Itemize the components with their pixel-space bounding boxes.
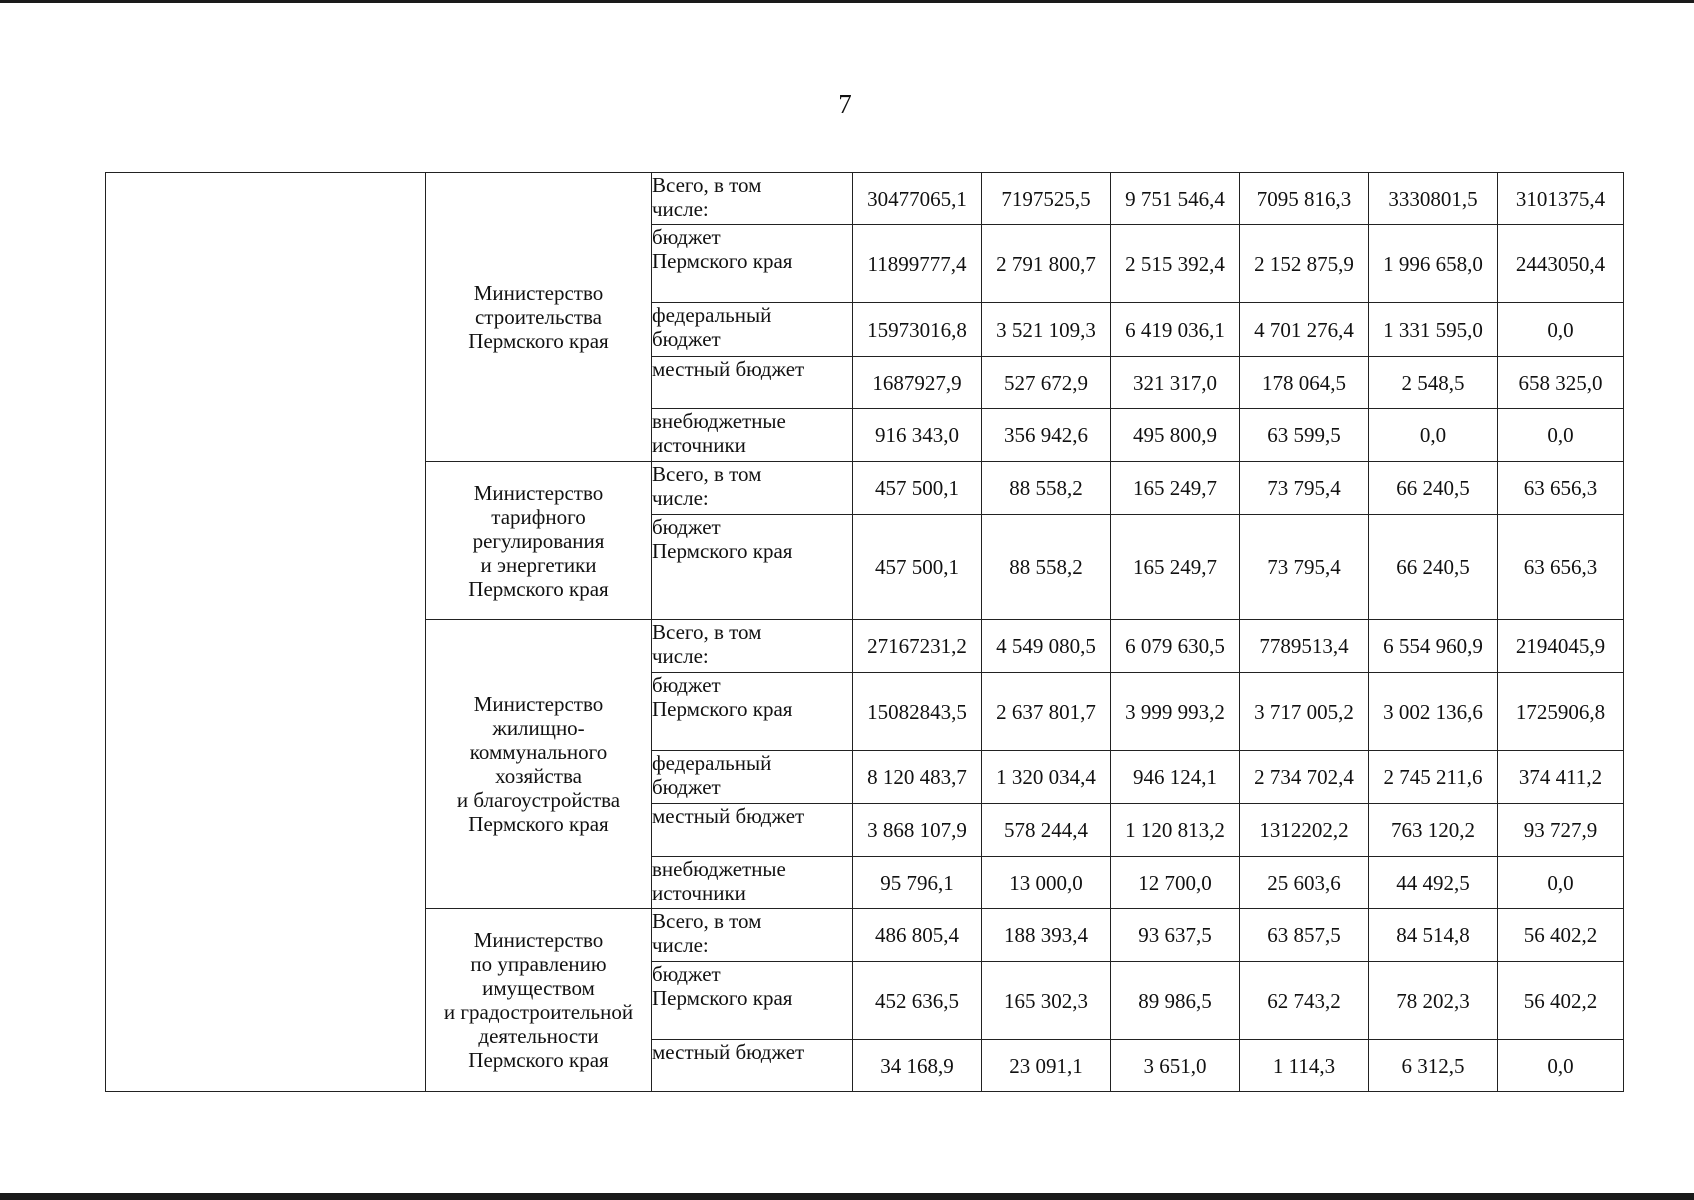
department-name-line: и энергетики: [480, 552, 597, 577]
amount-cell: 1 331 595,0: [1369, 303, 1498, 357]
amount-cell: 13 000,0: [982, 857, 1111, 909]
funding-source-line: федеральный: [652, 751, 772, 775]
scan-bottom-edge: [0, 1193, 1694, 1200]
funding-source-cell: [652, 909, 853, 962]
funding-source-line: бюджет: [652, 225, 721, 249]
amount-cell: 946 124,1: [1111, 751, 1240, 804]
funding-source-cell: [652, 515, 853, 620]
amount-cell: 44 492,5: [1369, 857, 1498, 909]
amount-cell: 9 751 546,4: [1111, 173, 1240, 225]
funding-source-line: источники: [652, 433, 746, 457]
amount-cell: 56 402,2: [1498, 962, 1624, 1040]
funding-source-line: бюджет: [652, 673, 721, 697]
amount-cell: 66 240,5: [1369, 462, 1498, 515]
amount-cell: 2194045,9: [1498, 620, 1624, 673]
amount-cell: 7197525,5: [982, 173, 1111, 225]
blank-first-column: [106, 173, 426, 1092]
funding-source-line: внебюджетные: [652, 409, 786, 433]
department-name-line: жилищно-: [492, 716, 585, 740]
amount-cell: 34 168,9: [853, 1040, 982, 1092]
amount-cell: 15973016,8: [853, 303, 982, 357]
amount-cell: 578 244,4: [982, 804, 1111, 857]
department-name-line: Министерство: [473, 281, 604, 305]
department-name-line: Министерство: [473, 692, 604, 716]
funding-source-line: Всего, в том: [652, 462, 762, 486]
amount-cell: 1725906,8: [1498, 673, 1624, 751]
amount-cell: 321 317,0: [1111, 357, 1240, 409]
funding-source-cell: [652, 1040, 853, 1092]
amount-cell: 89 986,5: [1111, 962, 1240, 1040]
funding-source-line: числе:: [652, 197, 709, 221]
amount-cell: 1 320 034,4: [982, 751, 1111, 804]
amount-cell: 63 599,5: [1240, 409, 1369, 462]
amount-cell: 15082843,5: [853, 673, 982, 751]
amount-cell: 165 249,7: [1111, 515, 1240, 620]
amount-cell: 73 795,4: [1240, 515, 1369, 620]
funding-source-cell: [652, 409, 853, 462]
amount-cell: 0,0: [1498, 857, 1624, 909]
amount-cell: 3330801,5: [1369, 173, 1498, 225]
amount-cell: 527 672,9: [982, 357, 1111, 409]
amount-cell: 25 603,6: [1240, 857, 1369, 909]
funding-source-line: бюджет: [652, 962, 721, 986]
budget-table-body: [106, 173, 1624, 1092]
department-name-cell: [426, 909, 652, 1092]
department-name-line: хозяйства: [495, 764, 582, 788]
amount-cell: 8 120 483,7: [853, 751, 982, 804]
funding-source-cell: [652, 303, 853, 357]
table-row: [106, 173, 1624, 225]
funding-source-cell: [652, 173, 853, 225]
amount-cell: 916 343,0: [853, 409, 982, 462]
funding-source-line: бюджет: [652, 775, 721, 799]
amount-cell: 2 548,5: [1369, 357, 1498, 409]
amount-cell: 78 202,3: [1369, 962, 1498, 1040]
amount-cell: 84 514,8: [1369, 909, 1498, 962]
budget-table: [105, 172, 1624, 1092]
amount-cell: 88 558,2: [982, 462, 1111, 515]
funding-source-cell: [652, 804, 853, 857]
amount-cell: 93 727,9: [1498, 804, 1624, 857]
funding-source-line: числе:: [652, 644, 709, 668]
amount-cell: 3 717 005,2: [1240, 673, 1369, 751]
funding-source-line: бюджет: [652, 515, 721, 539]
amount-cell: 56 402,2: [1498, 909, 1624, 962]
page-number: 7: [838, 89, 852, 119]
funding-source-line: местный бюджет: [652, 357, 805, 381]
amount-cell: 6 079 630,5: [1111, 620, 1240, 673]
department-name-line: Пермского края: [468, 576, 609, 601]
amount-cell: 6 554 960,9: [1369, 620, 1498, 673]
department-name-line: по управлению: [470, 952, 607, 976]
funding-source-line: Пермского края: [652, 249, 793, 273]
amount-cell: 2 152 875,9: [1240, 225, 1369, 303]
funding-source-line: числе:: [652, 933, 709, 957]
department-name-line: коммунального: [469, 740, 608, 764]
amount-cell: 3 868 107,9: [853, 804, 982, 857]
amount-cell: 0,0: [1498, 409, 1624, 462]
funding-source-cell: [652, 857, 853, 909]
funding-source-line: Пермского края: [652, 697, 793, 721]
department-name-line: Пермского края: [468, 1048, 609, 1072]
department-name-line: тарифного: [491, 504, 586, 529]
amount-cell: 0,0: [1498, 1040, 1624, 1092]
funding-source-line: местный бюджет: [652, 1040, 805, 1064]
funding-source-line: Всего, в том: [652, 620, 762, 644]
amount-cell: 0,0: [1498, 303, 1624, 357]
funding-source-cell: [652, 673, 853, 751]
amount-cell: 1312202,2: [1240, 804, 1369, 857]
amount-cell: 88 558,2: [982, 515, 1111, 620]
scan-top-edge: [0, 0, 1694, 3]
amount-cell: 62 743,2: [1240, 962, 1369, 1040]
amount-cell: 3 999 993,2: [1111, 673, 1240, 751]
funding-source-line: бюджет: [652, 327, 721, 351]
department-name-cell: [426, 173, 652, 462]
department-name-line: и градостроительной: [443, 1000, 634, 1024]
amount-cell: 2 745 211,6: [1369, 751, 1498, 804]
amount-cell: 63 656,3: [1498, 462, 1624, 515]
amount-cell: 63 656,3: [1498, 515, 1624, 620]
department-name-line: деятельности: [478, 1024, 599, 1048]
funding-source-cell: [652, 962, 853, 1040]
amount-cell: 73 795,4: [1240, 462, 1369, 515]
funding-source-line: внебюджетные: [652, 857, 786, 881]
amount-cell: 3 651,0: [1111, 1040, 1240, 1092]
amount-cell: 7789513,4: [1240, 620, 1369, 673]
funding-source-line: местный бюджет: [652, 804, 805, 828]
department-name-line: строительства: [474, 305, 602, 329]
amount-cell: 1 996 658,0: [1369, 225, 1498, 303]
amount-cell: 1 114,3: [1240, 1040, 1369, 1092]
amount-cell: 178 064,5: [1240, 357, 1369, 409]
amount-cell: 93 637,5: [1111, 909, 1240, 962]
funding-source-cell: [652, 620, 853, 673]
funding-source-cell: [652, 225, 853, 303]
department-name-cell: [426, 462, 652, 620]
amount-cell: 495 800,9: [1111, 409, 1240, 462]
amount-cell: 452 636,5: [853, 962, 982, 1040]
amount-cell: 27167231,2: [853, 620, 982, 673]
amount-cell: 2 637 801,7: [982, 673, 1111, 751]
amount-cell: 165 302,3: [982, 962, 1111, 1040]
amount-cell: 11899777,4: [853, 225, 982, 303]
amount-cell: 7095 816,3: [1240, 173, 1369, 225]
amount-cell: 6 419 036,1: [1111, 303, 1240, 357]
amount-cell: 374 411,2: [1498, 751, 1624, 804]
amount-cell: 763 120,2: [1369, 804, 1498, 857]
department-name-line: Министерство: [473, 480, 604, 505]
amount-cell: 2 734 702,4: [1240, 751, 1369, 804]
funding-source-cell: [652, 462, 853, 515]
amount-cell: 457 500,1: [853, 515, 982, 620]
amount-cell: 2 791 800,7: [982, 225, 1111, 303]
funding-source-line: Всего, в том: [652, 173, 762, 197]
department-name-line: Министерство: [473, 928, 604, 952]
amount-cell: 3 521 109,3: [982, 303, 1111, 357]
department-name-line: Пермского края: [468, 329, 609, 353]
amount-cell: 3 002 136,6: [1369, 673, 1498, 751]
amount-cell: 658 325,0: [1498, 357, 1624, 409]
amount-cell: 3101375,4: [1498, 173, 1624, 225]
funding-source-line: Пермского края: [652, 986, 793, 1010]
department-name-line: Пермского края: [468, 812, 609, 836]
funding-source-line: федеральный: [652, 303, 772, 327]
amount-cell: 23 091,1: [982, 1040, 1111, 1092]
department-name-line: регулирования: [472, 528, 605, 553]
amount-cell: 6 312,5: [1369, 1040, 1498, 1092]
amount-cell: 63 857,5: [1240, 909, 1369, 962]
funding-source-cell: [652, 357, 853, 409]
amount-cell: 457 500,1: [853, 462, 982, 515]
department-name-line: и благоустройства: [456, 788, 621, 812]
amount-cell: 2 515 392,4: [1111, 225, 1240, 303]
amount-cell: 66 240,5: [1369, 515, 1498, 620]
amount-cell: 1687927,9: [853, 357, 982, 409]
funding-source-line: Всего, в том: [652, 909, 762, 933]
amount-cell: 4 701 276,4: [1240, 303, 1369, 357]
amount-cell: 486 805,4: [853, 909, 982, 962]
funding-source-cell: [652, 751, 853, 804]
amount-cell: 95 796,1: [853, 857, 982, 909]
amount-cell: 12 700,0: [1111, 857, 1240, 909]
amount-cell: 188 393,4: [982, 909, 1111, 962]
amount-cell: 356 942,6: [982, 409, 1111, 462]
funding-source-line: источники: [652, 881, 746, 905]
amount-cell: 1 120 813,2: [1111, 804, 1240, 857]
funding-source-line: Пермского края: [652, 539, 793, 563]
amount-cell: 2443050,4: [1498, 225, 1624, 303]
amount-cell: 30477065,1: [853, 173, 982, 225]
amount-cell: 165 249,7: [1111, 462, 1240, 515]
funding-source-line: числе:: [652, 486, 709, 510]
department-name-cell: [426, 620, 652, 909]
amount-cell: 4 549 080,5: [982, 620, 1111, 673]
department-name-line: имуществом: [482, 976, 595, 1000]
amount-cell: 0,0: [1369, 409, 1498, 462]
